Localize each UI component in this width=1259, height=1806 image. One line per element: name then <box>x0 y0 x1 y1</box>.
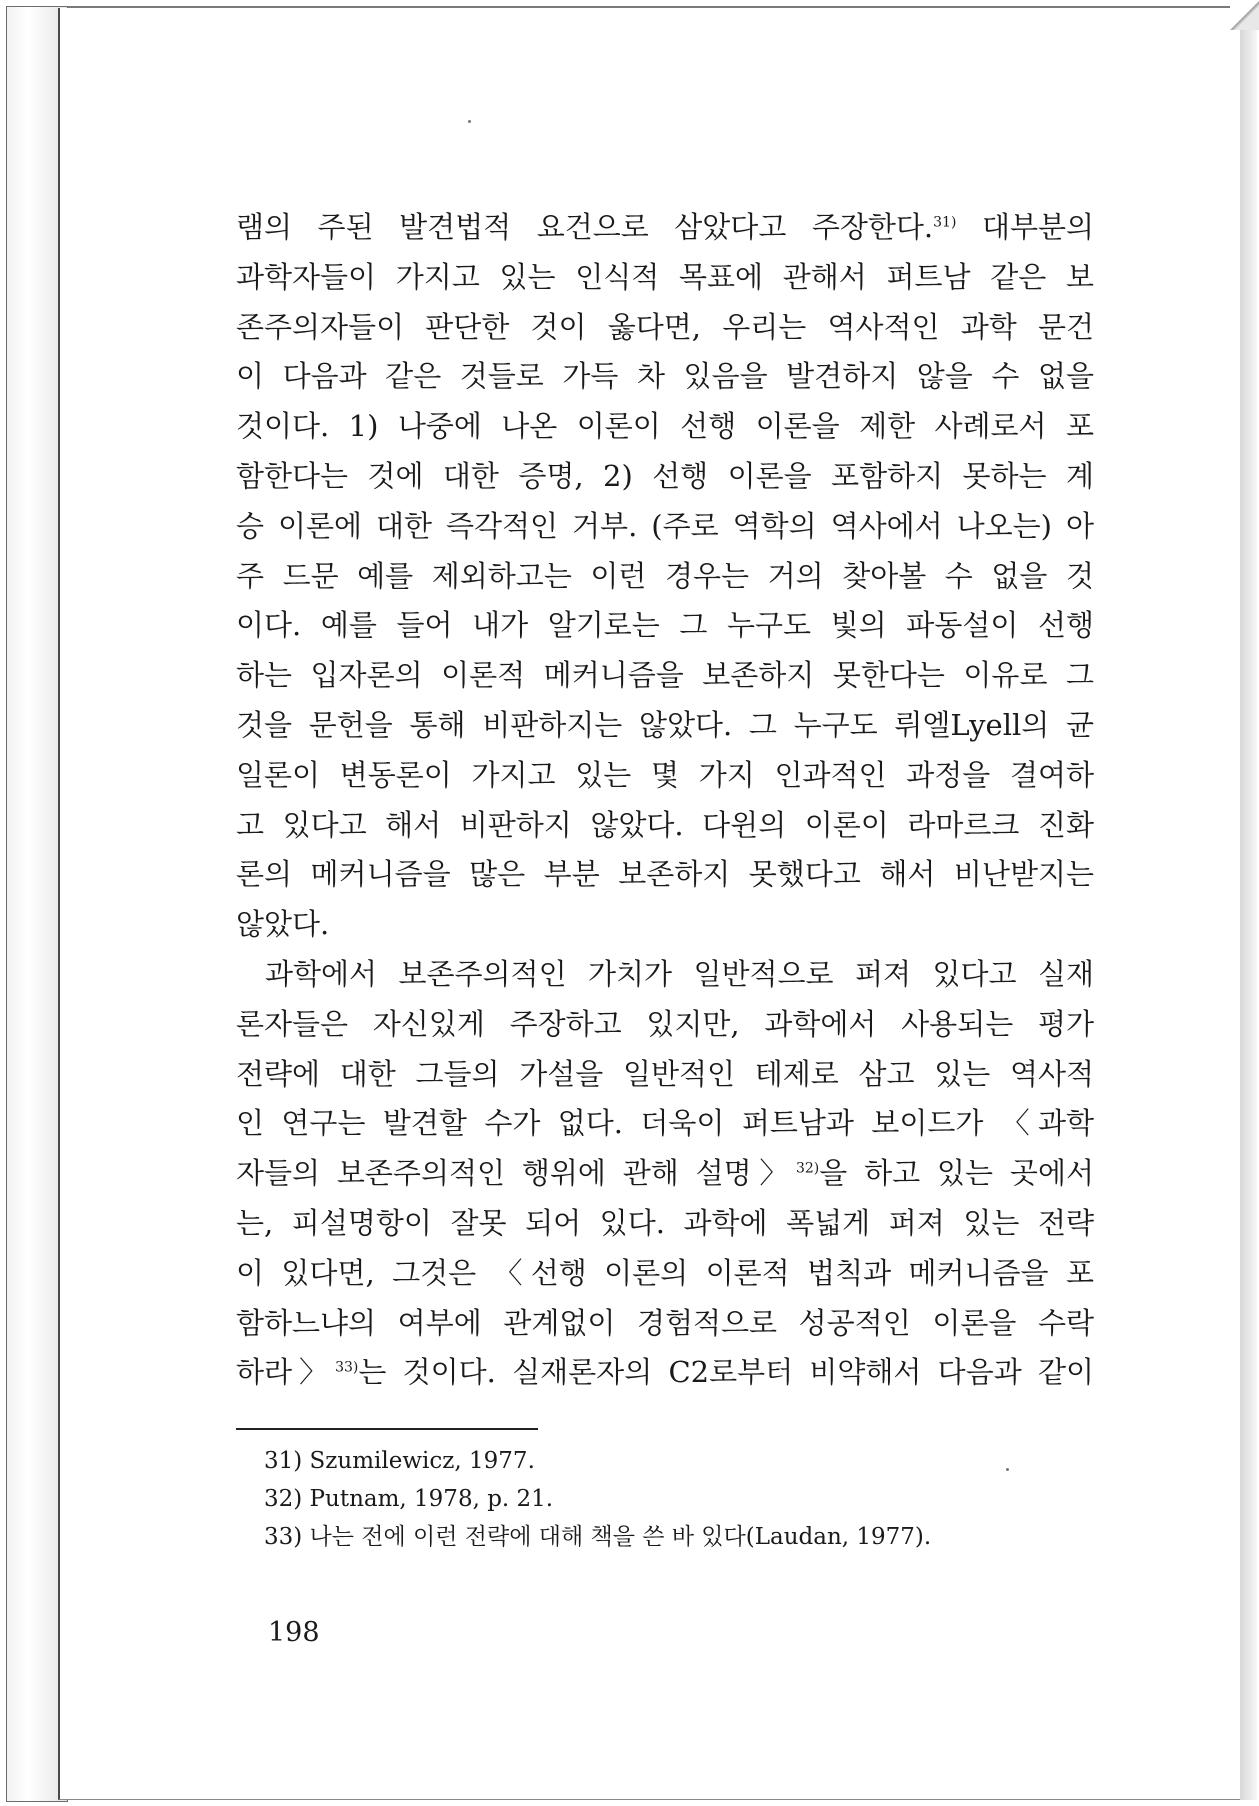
text-line: 는, 피설명항이 잘못 되어 있다. 과학에 폭넓게 퍼져 있는 전략 <box>236 1205 1094 1240</box>
footnote-ref-32: 32) <box>795 1160 820 1177</box>
text-line: 함하느냐의 여부에 관계없이 경험적으로 성공적인 이론을 수락 <box>236 1305 1094 1340</box>
footnote-32: 32) Putnam, 1978, p. 21. <box>264 1486 554 1512</box>
text-line: 함한다는 것에 대한 증명, 2) 선행 이론을 포함하지 못하는 계 <box>236 458 1094 493</box>
text-line: 램의 주된 발견법적 요건으로 삼았다고 주장한다.$^{31)}$ 대부분의 <box>236 210 1095 244</box>
footnote-31: 31) Szumilewicz, 1977. <box>264 1448 535 1474</box>
scan-speck <box>468 120 471 123</box>
body-text <box>236 203 1094 1398</box>
footnotes <box>264 1442 1064 1556</box>
text-line: 이다. 예를 들어 내가 알기로는 그 누구도 빛의 파동설이 선행 <box>236 608 1094 643</box>
text-line: 전략에 대한 그들의 가설을 일반적인 테제로 삼고 있는 역사적 <box>236 1056 1094 1091</box>
text-line: 것을 문헌을 통해 비판하지는 않았다. 그 누구도 뤼엘Lyell의 균 <box>236 707 1094 742</box>
footnote-divider <box>236 1428 538 1430</box>
text-line: 과학에서 보존주의적인 가치가 일반적으로 퍼져 있다고 실재 <box>265 956 1094 991</box>
text-line: 이 있다면, 그것은 〈선행 이론의 이론적 법칙과 메커니즘을 포 <box>236 1255 1094 1290</box>
text-line: 승 이론에 대한 즉각적인 거부. (주로 역학의 역사에서 나오는) 아 <box>236 508 1094 543</box>
text-line: 이 다음과 같은 것들로 가득 차 있음을 발견하지 않을 수 없을 <box>236 359 1094 394</box>
text-line: 하는 입자론의 이론적 메커니즘을 보존하지 못한다는 이유로 그 <box>236 658 1094 693</box>
page-number: 198 <box>268 1617 320 1648</box>
footnote-ref-33: 33) <box>335 1359 359 1376</box>
footnote-ref-31: 31) <box>933 214 957 231</box>
text-line: 론의 메커니즘을 많은 부분 보존하지 못했다고 해서 비난받지는 <box>236 857 1094 892</box>
text-line: 존주의자들이 판단한 것이 옳다면, 우리는 역사적인 과학 문건 <box>236 309 1094 344</box>
page-corner-fold <box>1230 0 1259 30</box>
text-line: 하라〉$^{33)}$는 것이다. 실재론자의 C2로부터 비약해서 다음과 같이 <box>236 1355 1095 1390</box>
text-line: 고 있다고 해서 비판하지 않았다. 다윈의 이론이 라마르크 진화 <box>236 807 1094 842</box>
text-line: 않았다. <box>236 907 330 942</box>
footnote-33: 33) 나는 전에 이런 전략에 대해 책을 쓴 바 있다(Laudan, 1977). <box>264 1524 932 1550</box>
text-line: 론자들은 자신있게 주장하고 있지만, 과학에서 사용되는 평가 <box>236 1006 1094 1041</box>
text-line: 자들의 보존주의적인 행위에 관해 설명〉$^{32)}$을 하고 있는 곳에서 <box>236 1156 1094 1191</box>
text-line: 주 드문 예를 제외하고는 이런 경우는 거의 찾아볼 수 없을 것 <box>236 558 1094 593</box>
text-line: 것이다. 1) 나중에 나온 이론이 선행 이론을 제한 사례로서 포 <box>236 409 1094 444</box>
text-line: 과학자들이 가지고 있는 인식적 목표에 관해서 퍼트남 같은 보 <box>236 259 1094 294</box>
text-line: 일론이 변동론이 가지고 있는 몇 가지 인과적인 과정을 결여하 <box>236 757 1094 792</box>
text-line: 인 연구는 발견할 수가 없다. 더욱이 퍼트남과 보이드가 〈과학 <box>236 1106 1094 1141</box>
book-shadow <box>1240 8 1257 1800</box>
